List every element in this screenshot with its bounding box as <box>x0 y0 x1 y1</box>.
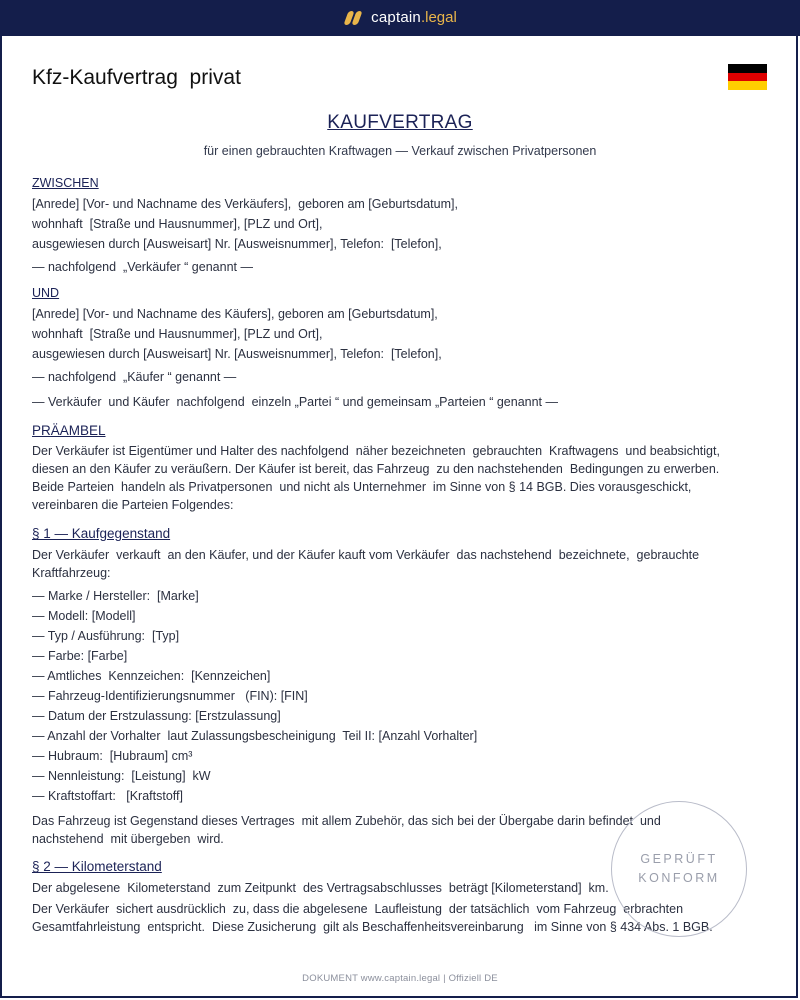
page-footer: DOKUMENT www.captain.legal | Offiziell DE <box>302 973 498 984</box>
section-heading-zwischen: ZWISCHEN <box>32 176 99 190</box>
kilometerstand-line: Der Verkäufer sichert ausdrücklich zu, dass die abgelesene Laufleistung der tatsächlich vom Fahrzeug erbrachten <box>32 902 684 916</box>
brand-tld: .legal <box>420 9 457 26</box>
section-heading-kaufgegenstand: § 1 — Kaufgegenstand <box>32 526 171 541</box>
top-bar <box>0 0 800 36</box>
vehicle-item: — Hubraum: [Hubraum] cm³ <box>32 749 193 763</box>
contract-heading <box>0 112 800 134</box>
zwischen-line: [Anrede] [Vor- und Nachname des Verkäufers], geboren am [Geburtsdatum], <box>32 197 458 211</box>
section-heading-praeambel: PRÄAMBEL <box>32 423 106 438</box>
brand-link[interactable] <box>343 9 457 27</box>
praeambel-line: diesen an den Käufer zu veräußern. Der Käufer ist bereit, das Fahrzeug zu den nachstehenden Bedingungen zu erwerben. <box>32 462 720 476</box>
stamp-line: KONFORM <box>638 871 720 885</box>
kaufgegenstand-intro: Der Verkäufer verkauft an den Käufer, und der Käufer kauft vom Verkäufer das nachstehend bezeichnete, gebrauchte <box>32 548 700 562</box>
zwischen-line: ausgewiesen durch [Ausweisart] Nr. [Ausweisnummer], Telefon: [Telefon], <box>32 237 442 251</box>
zwischen-line: — nachfolgend „Verkäufer “ genannt — <box>32 260 253 274</box>
vehicle-item: — Kraftstoffart: [Kraftstoff] <box>32 789 183 803</box>
kilometerstand-line: Gesamtfahrleistung entspricht. Diese Zusicherung gilt als Beschaffenheitsvereinbarung im Sinne von § 434 Abs. 1 BGB. <box>32 920 713 934</box>
stamp-line: GEPRÜFT <box>640 852 718 866</box>
vehicle-item: — Fahrzeug-Identifizierungsnummer (FIN): [FIN] <box>32 689 308 703</box>
verified-stamp <box>611 801 747 937</box>
brand-name: captain <box>371 9 421 26</box>
section-heading-und: UND <box>32 286 60 300</box>
und-line: ausgewiesen durch [Ausweisart] Nr. [Ausweisnummer], Telefon: [Telefon], <box>32 347 442 361</box>
vehicle-item: — Modell: [Modell] <box>32 609 136 623</box>
contract-heading-text: KAUFVERTRAG <box>327 112 473 133</box>
kaufgegenstand-outro: nachstehend mit übergeben wird. <box>32 832 224 846</box>
vehicle-item: — Amtliches Kennzeichen: [Kennzeichen] <box>32 669 271 683</box>
kaufgegenstand-intro: Kraftfahrzeug: <box>32 566 111 580</box>
captain-logo-icon <box>343 10 363 26</box>
section-heading-kilometerstand: § 2 — Kilometerstand <box>32 859 162 874</box>
und-line: [Anrede] [Vor- und Nachname des Käufers], geboren am [Geburtsdatum], <box>32 307 438 321</box>
kaufgegenstand-outro: Das Fahrzeug ist Gegenstand dieses Vertrages mit allem Zubehör, das sich bei der Übergabe darin befindet und <box>32 814 661 828</box>
vehicle-item: — Marke / Hersteller: [Marke] <box>32 589 199 603</box>
zwischen-line: wohnhaft [Straße und Hausnummer], [PLZ und Ort], <box>32 217 323 231</box>
page-title: Kfz-Kaufvertrag privat <box>32 66 241 89</box>
germany-flag-icon <box>728 64 767 90</box>
und-line: wohnhaft [Straße und Hausnummer], [PLZ und Ort], <box>32 327 323 341</box>
praeambel-line: vereinbaren die Parteien Folgendes: <box>32 498 234 512</box>
vehicle-item: — Anzahl der Vorhalter laut Zulassungsbescheinigung Teil II: [Anzahl Vorhalter] <box>32 729 478 743</box>
parteien-line: — Verkäufer und Käufer nachfolgend einzeln „Partei “ und gemeinsam „Parteien “ genannt — <box>32 395 558 409</box>
und-line: — nachfolgend „Käufer “ genannt — <box>32 370 237 384</box>
contract-subheading: für einen gebrauchten Kraftwagen — Verkauf zwischen Privatpersonen <box>203 144 597 158</box>
praeambel-line: Beide Parteien handeln als Privatpersonen und nicht als Unternehmer im Sinne von § 14 BGB. Dies vorausgeschickt, <box>32 480 692 494</box>
kilometerstand-line: Der abgelesene Kilometerstand zum Zeitpunkt des Vertragsabschlusses beträgt [Kilometerstand] km. <box>32 881 609 895</box>
praeambel-line: Der Verkäufer ist Eigentümer und Halter des nachfolgend näher bezeichneten gebrauchten Kraftwagens und beabsichtigt, <box>32 444 720 458</box>
vehicle-item: — Typ / Ausführung: [Typ] <box>32 629 180 643</box>
vehicle-item: — Farbe: [Farbe] <box>32 649 128 663</box>
vehicle-item: — Nennleistung: [Leistung] kW <box>32 769 211 783</box>
vehicle-item: — Datum der Erstzulassung: [Erstzulassung] <box>32 709 281 723</box>
